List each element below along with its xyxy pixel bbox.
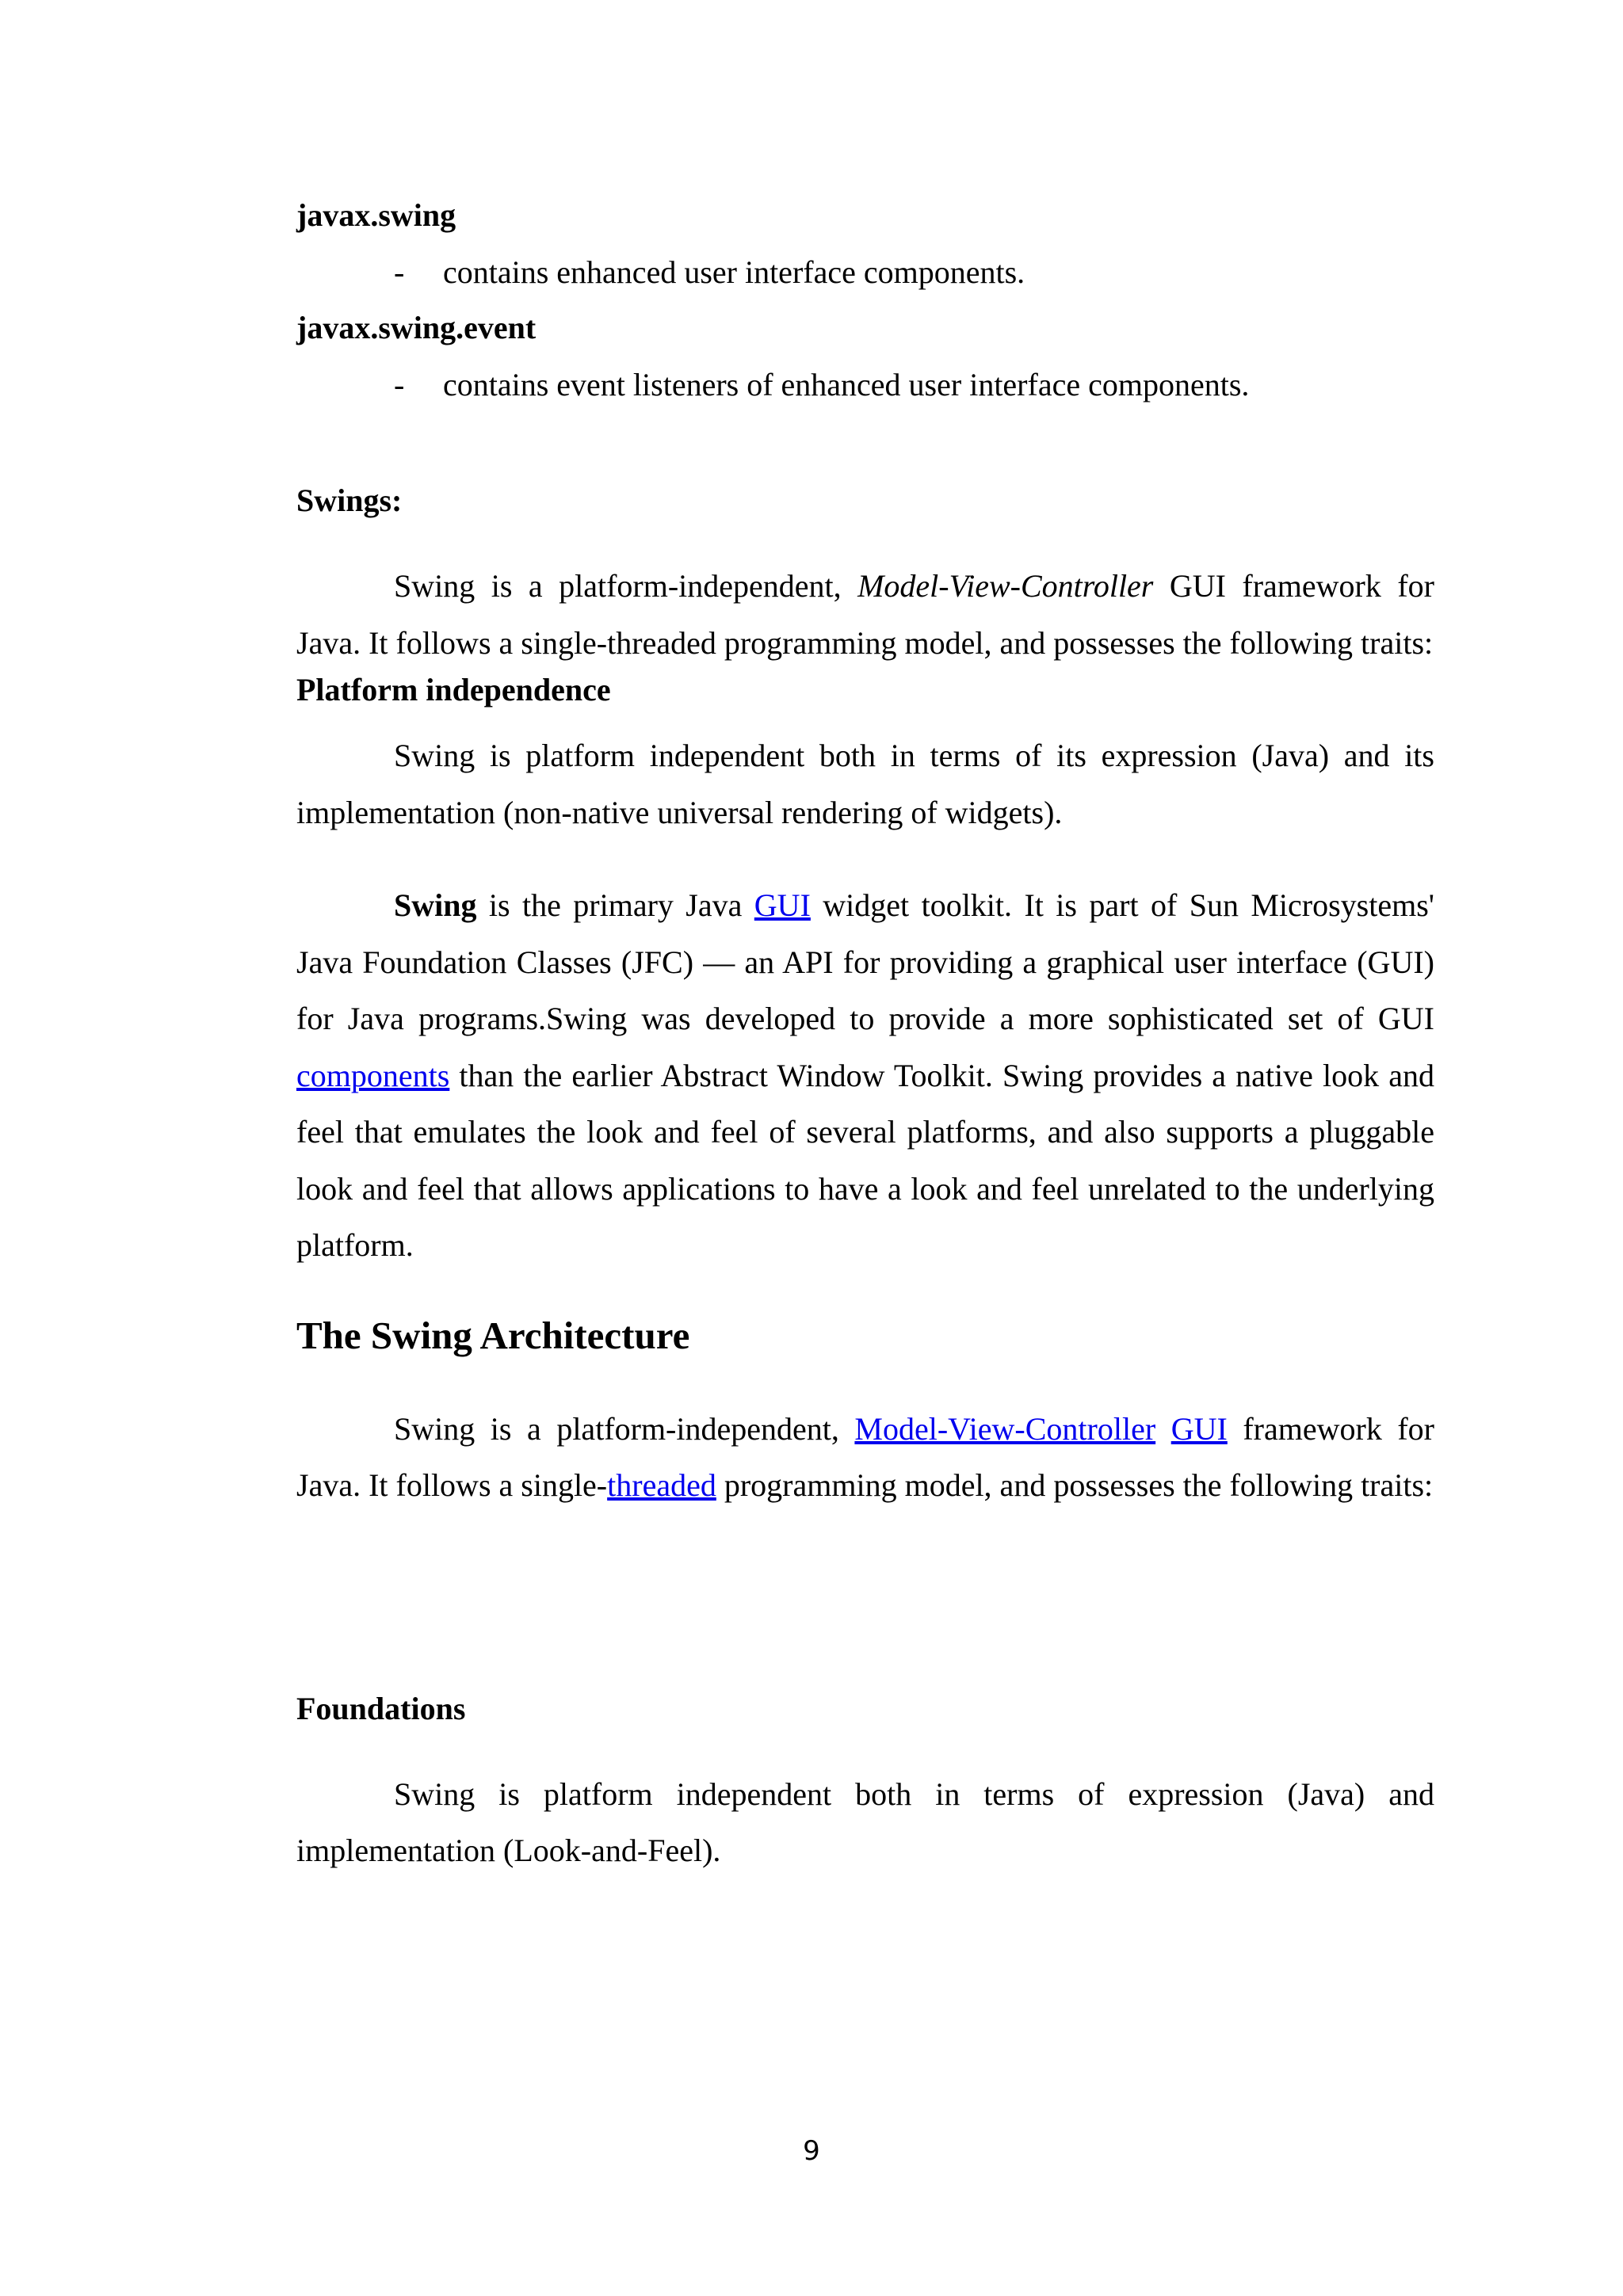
architecture-text-3: framework for Java. It follows a single- (296, 1410, 1434, 1503)
swings-italic-mvc: Model-View-Controller (857, 568, 1154, 604)
swings-text-after: GUI framework for Java. It follows a single-threaded programming model, and possesses the following traits: (296, 568, 1434, 661)
architecture-gui-link[interactable]: GUI (1170, 1410, 1228, 1447)
platform-independence-heading: Platform independence (296, 672, 611, 707)
threaded-link[interactable]: threaded (607, 1467, 716, 1503)
package-description-text: contains event listeners of enhanced user interface components. (443, 367, 1250, 402)
gui-link[interactable]: GUI (754, 887, 811, 923)
architecture-text-4: programming model, and possesses the following traits: (716, 1467, 1434, 1503)
package-description-swing-event (394, 366, 1434, 404)
list-dash: - (394, 367, 405, 402)
package-name-swing-event: javax.swing.event (296, 310, 537, 345)
toolkit-bold-swing: Swing (394, 887, 477, 923)
swings-heading: Swings: (296, 482, 403, 518)
architecture-paragraph (296, 1401, 1434, 1514)
swing-architecture-heading: The Swing Architecture (296, 1313, 690, 1357)
platform-independence-paragraph: Swing is platform independent both in terms of its expression (Java) and its implementation (non-native universal rendering of widgets). (296, 738, 1434, 830)
page-number: 9 (803, 2135, 820, 2167)
swings-paragraph (296, 558, 1434, 671)
model-view-controller-link[interactable]: Model-View-Controller (854, 1410, 1156, 1447)
package-description-text: contains enhanced user interface components. (443, 254, 1025, 290)
toolkit-text-3: than the earlier Abstract Window Toolkit. Swing provides a native look and feel that emulates the look and feel of several platforms, and also supports a pluggable look and feel that allows applications to have a look and feel unrelated to the underlying platform. (296, 1057, 1434, 1263)
components-link[interactable]: components (296, 1057, 450, 1093)
page-content (296, 196, 1434, 1879)
architecture-text-1: Swing is a platform-independent, (394, 1410, 855, 1447)
architecture-text-2 (1155, 1411, 1171, 1447)
swings-text-before: Swing is a platform-independent, (394, 568, 858, 604)
foundations-heading: Foundations (296, 1690, 466, 1726)
package-description-swing (394, 254, 1434, 292)
package-name-swing: javax.swing (296, 197, 456, 233)
foundations-paragraph: Swing is platform independent both in terms of expression (Java) and implementation (Look-and-Feel). (296, 1775, 1434, 1868)
toolkit-paragraph (296, 877, 1434, 1274)
toolkit-text-1: is the primary Java (476, 887, 754, 923)
toolkit-text-2: widget toolkit. It is part of Sun Microsystems' Java Foundation Classes (JFC) — an API for providing a graphical user interface (GUI) for Java programs.Swing was developed to provide a more sophisticated set of GUI (296, 887, 1434, 1036)
list-dash: - (394, 254, 405, 290)
